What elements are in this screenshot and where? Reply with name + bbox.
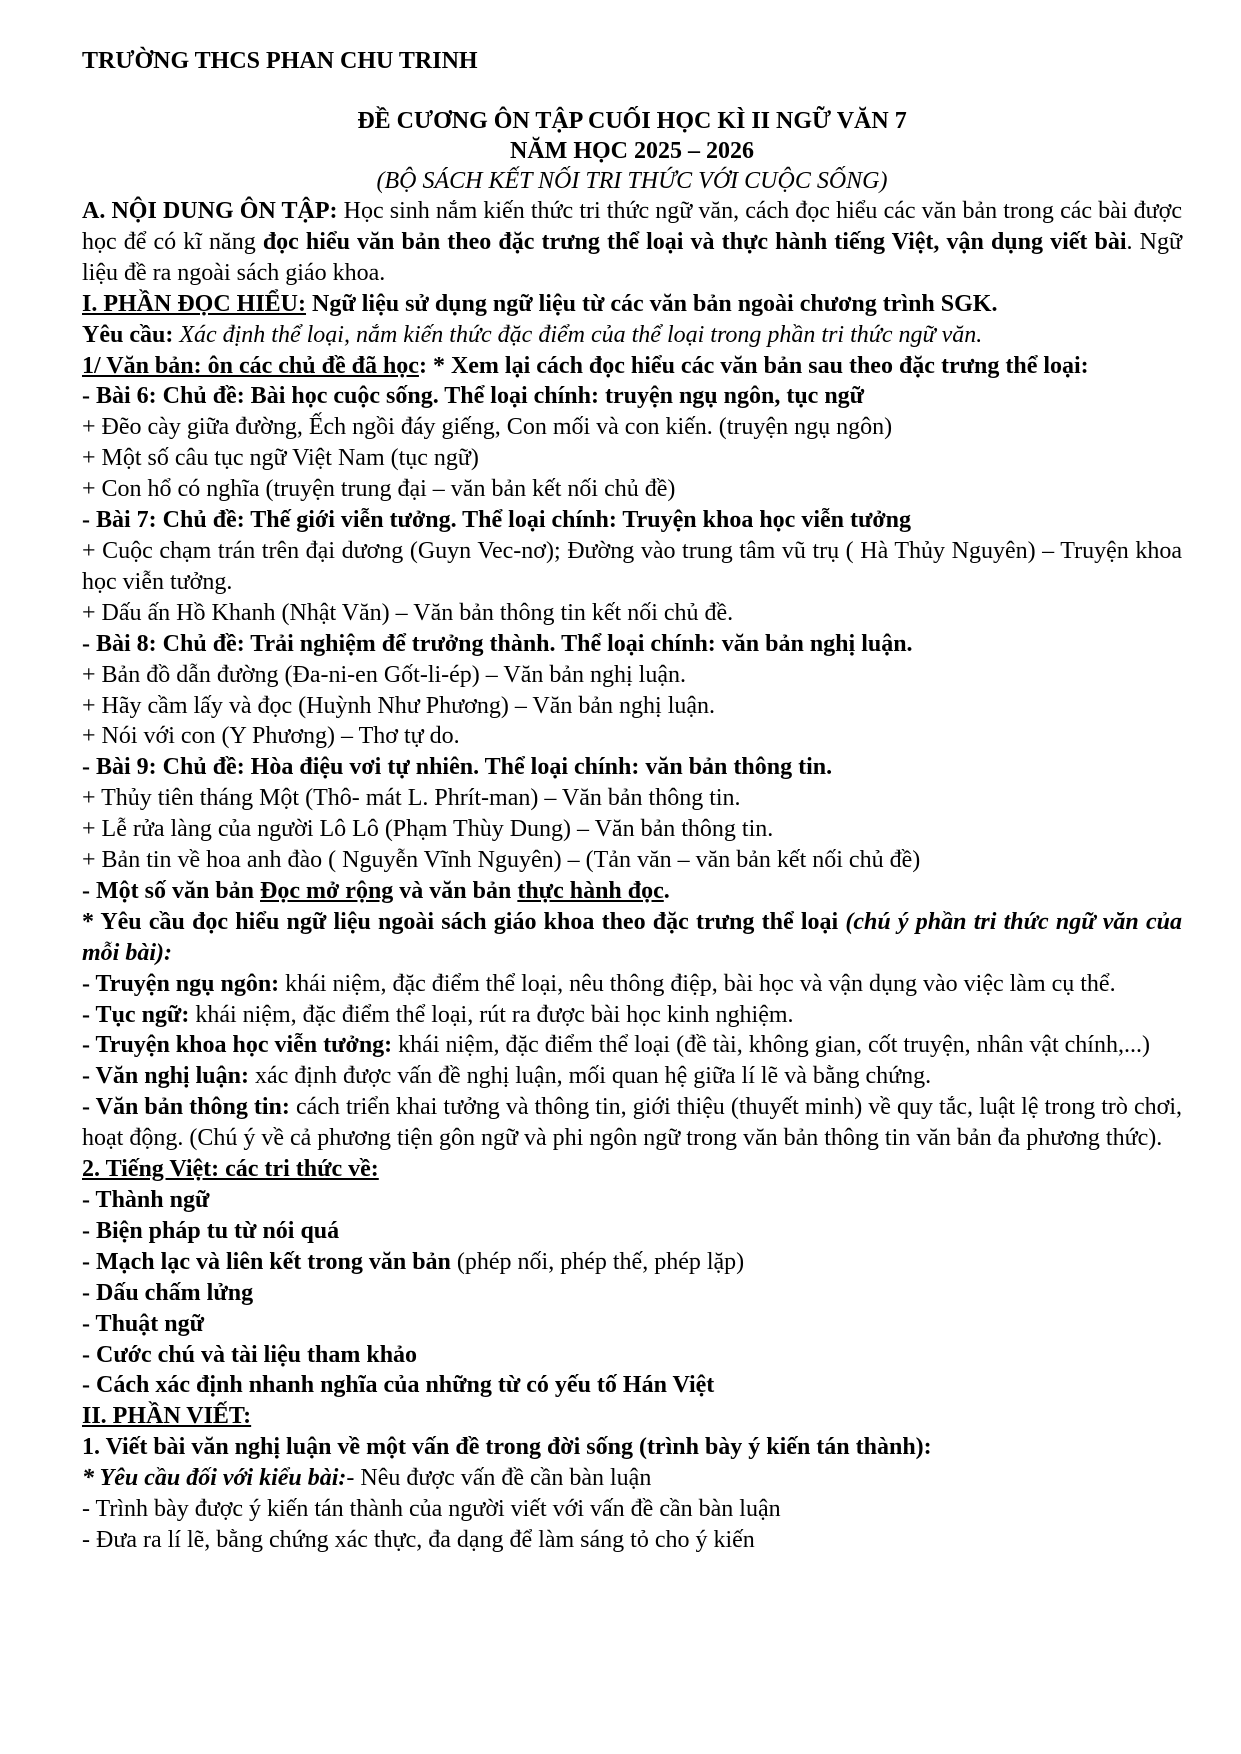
list-item: + Bản tin về hoa anh đào ( Nguyễn Vĩnh Nguyên) – (Tản văn – văn bản kết nối chủ đề) [82,847,921,874]
list-item: + Cuộc chạm trán trên đại dương (Guyn Vec-nơ); Đường vào trung tâm vũ trụ ( Hà Thủy Nguyên) – Truyện khoa học viễn tưởng. [82,537,1182,595]
extra-text-a: - Một số văn bản [82,877,261,904]
section-a-paragraph [82,196,1182,289]
extra-text-e: . [663,877,670,904]
genre-requirement-text: * Yêu cầu đọc hiểu ngữ liệu ngoài sách giáo khoa theo đặc trưng thể loại [82,908,846,935]
list-item: + Thủy tiên tháng Một (Thô- mát L. Phrít-man) – Văn bản thông tin. [82,785,741,812]
extra-text-b: Đọc mở rộng [260,877,394,904]
list-item: + Một số câu tục ngữ Việt Nam (tục ngữ) [82,445,479,472]
list-item: - Dấu chấm lửng [82,1279,254,1306]
lesson-8-heading: - Bài 8: Chủ đề: Trải nghiệm để trưởng thành. Thể loại chính: văn bản nghị luận. [82,630,913,657]
section-a-bold: đọc hiểu văn bản theo đặc trưng thể loại và thực hành tiếng Việt, vận dụng viết bài [262,228,1127,255]
requirement-label: Yêu cầu: [82,321,174,348]
genre-label: - Truyện khoa học viễn tưởng: [82,1032,393,1059]
list-item: - Thành ngữ [82,1187,210,1213]
subsection-1-heading: 1/ Văn bản: ôn các chủ đề đã học [82,352,419,379]
genre-item [82,1000,1182,1031]
list-item: - Thuật ngữ [82,1310,205,1337]
list-item [82,1247,1182,1278]
section-a-heading: A. NỘI DUNG ÔN TẬP: [82,198,338,224]
list-item: - Cước chú và tài liệu tham khảo [82,1341,418,1368]
genre-item [82,969,1182,1000]
writing-requirement-label: * Yêu cầu đối với kiểu bài: [82,1465,347,1492]
list-item: + Nói với con (Y Phương) – Thơ tự do. [82,723,460,750]
school-name: TRƯỜNG THCS PHAN CHU TRINH [82,48,478,74]
section-a-text: Học sinh nắm kiến thức tri thức ngữ văn, cách đọc hiểu các văn bản trong các bài được học để có kĩ năng [82,198,1182,255]
list-item: - Đưa ra lí lẽ, bằng chứng xác thực, đa dạng để làm sáng tỏ cho ý kiến [82,1526,755,1553]
genre-text: khái niệm, đặc điểm thể loại, nêu thông điệp, bài học và vận dụng vào việc làm cụ thể. [279,970,1116,997]
genre-item [82,1030,1182,1061]
document-body [82,196,1182,1556]
lesson-9-heading: - Bài 9: Chủ đề: Hòa điệu vơi tự nhiên. Thể loại chính: văn bản thông tin. [82,754,833,781]
title-line-3: (BỘ SÁCH KẾT NỐI TRI THỨC VỚI CUỘC SỐNG) [376,168,888,194]
document-page [82,46,1182,1556]
genre-label: - Tục ngữ: [82,1001,190,1028]
genre-text: khái niệm, đặc điểm thể loại (đề tài, không gian, cốt truyện, nhân vật chính,...) [392,1032,1150,1059]
subsection-1-rest: : * Xem lại cách đọc hiểu các văn bản sau theo đặc trưng thể loại: [418,352,1089,379]
genre-text: xác định được vấn đề nghị luận, mối quan hệ giữa lí lẽ và bằng chứng. [248,1063,932,1090]
genre-label: - Văn bản thông tin: [82,1094,290,1121]
list-item: + Hãy cầm lấy và đọc (Huỳnh Như Phương) – Văn bản nghị luận. [82,692,716,719]
genre-text: cách triển khai tưởng và thông tin, giới thiệu (thuyết minh) về quy tắc, luật lệ trong trò chơi, hoạt động. (Chú ý về cả phương tiện gôn ngữ và phi ngôn ngữ trong văn bản thông tin văn bản đa phương thức). [82,1094,1183,1152]
writing-requirement-text: - Nêu được vấn đề cần bàn luận [346,1465,652,1492]
title-line-2: NĂM HỌC 2025 – 2026 [510,138,754,164]
subsection-1 [82,351,1182,382]
list-item-bold: - Mạch lạc và liên kết trong văn bản [82,1248,451,1275]
list-item-rest: (phép nối, phép thế, phép lặp) [450,1248,745,1275]
part2-heading: II. PHẦN VIẾT: [82,1403,252,1430]
writing-task-1: 1. Viết bài văn nghị luận về một vấn đề trong đời sống (trình bày ý kiến tán thành): [82,1434,932,1461]
genre-item [82,1092,1182,1154]
lesson-6-heading: - Bài 6: Chủ đề: Bài học cuộc sống. Thể loại chính: truyện ngụ ngôn, tục ngữ [82,383,865,410]
requirement-text: Xác định thể loại, nắm kiến thức đặc điểm của thể loại trong phần tri thức ngữ văn. [173,321,983,348]
genre-requirement-note: (chú ý phần tri thức ngữ văn của mỗi bài): [82,908,1182,966]
part1-requirement [82,320,1182,351]
list-item: - Trình bày được ý kiến tán thành của người viết với vấn đề cần bàn luận [82,1496,781,1523]
list-item: + Lễ rửa làng của người Lô Lô (Phạm Thùy Dung) – Văn bản thông tin. [82,816,774,843]
genre-text: khái niệm, đặc điểm thể loại, rút ra được bài học kinh nghiệm. [189,1001,794,1028]
list-item: + Dấu ấn Hồ Khanh (Nhật Văn) – Văn bản thông tin kết nối chủ đề. [82,599,734,626]
writing-requirement [82,1463,1182,1494]
subsection-2-heading: 2. Tiếng Việt: các tri thức về: [82,1156,379,1183]
title-line-1: ĐỀ CƯƠNG ÔN TẬP CUỐI HỌC KÌ II NGỮ VĂN 7 [357,108,907,134]
genre-requirement [82,907,1182,969]
extra-text-d: thực hành đọc [517,877,664,904]
lesson-7-heading: - Bài 7: Chủ đề: Thế giới viễn tưởng. Thể loại chính: Truyện khoa học viễn tưởng [82,507,912,534]
extra-text-c: và văn bản [393,877,518,904]
part1-heading-line [82,289,1182,320]
list-item: - Biện pháp tu từ nói quá [82,1217,340,1244]
genre-item [82,1061,1182,1092]
genre-label: - Truyện ngụ ngôn: [82,970,280,997]
document-title [82,106,1182,196]
list-item: + Con hổ có nghĩa (truyện trung đại – văn bản kết nối chủ đề) [82,476,676,503]
genre-label: - Văn nghị luận: [82,1063,249,1090]
part1-heading-rest: Ngữ liệu sử dụng ngữ liệu từ các văn bản ngoài chương trình SGK. [306,290,998,317]
part1-heading: I. PHẦN ĐỌC HIỂU: [82,290,307,317]
extra-reading-line [82,876,1182,907]
section-a-text-end: . Ngữ liệu đề ra ngoài sách giáo khoa. [82,228,1182,286]
list-item: - Cách xác định nhanh nghĩa của những từ có yếu tố Hán Việt [82,1372,715,1399]
list-item: + Đẽo cày giữa đường, Ếch ngồi đáy giếng, Con mối và con kiến. (truyện ngụ ngôn) [82,414,893,441]
list-item: + Bản đồ dẫn đường (Đa-ni-en Gốt-li-ép) – Văn bản nghị luận. [82,661,686,688]
